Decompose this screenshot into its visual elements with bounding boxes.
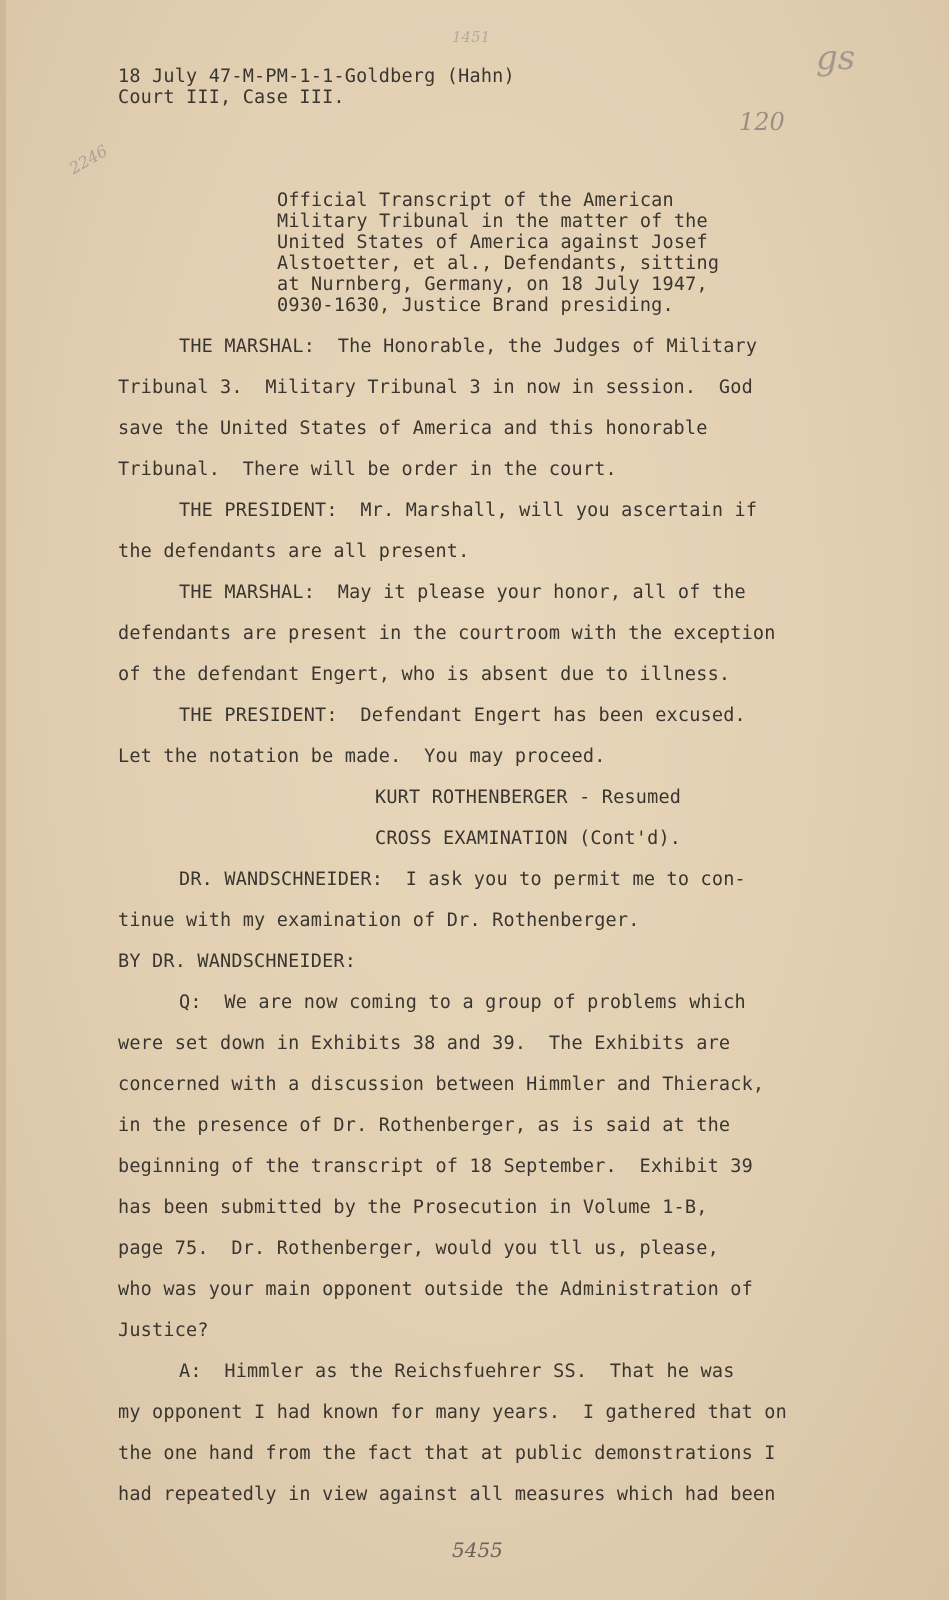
page-number: 5455 bbox=[452, 1538, 503, 1562]
body-line: Q: We are now coming to a group of problems which bbox=[179, 992, 746, 1013]
body-line: of the defendant Engert, who is absent due to illness. bbox=[118, 664, 731, 685]
body-line: who was your main opponent outside the Administration of bbox=[118, 1279, 753, 1300]
body-line: tinue with my examination of Dr. Rothenberger. bbox=[118, 910, 640, 931]
body-line: page 75. Dr. Rothenberger, would you tll us, please, bbox=[118, 1238, 719, 1259]
body-line: THE PRESIDENT: Mr. Marshall, will you ascertain if bbox=[179, 500, 758, 521]
body-line: defendants are present in the courtroom with the exception bbox=[118, 623, 776, 644]
body-line: THE MARSHAL: May it please your honor, all of the bbox=[179, 582, 746, 603]
caption-line: Alstoetter, et al., Defendants, sitting bbox=[277, 253, 720, 274]
body-line: in the presence of Dr. Rothenberger, as is said at the bbox=[118, 1115, 731, 1136]
body-line: A: Himmler as the Reichsfuehrer SS. That he was bbox=[179, 1361, 735, 1382]
body-line: were set down in Exhibits 38 and 39. The Exhibits are bbox=[118, 1033, 731, 1054]
annotation-top-right: gs bbox=[816, 38, 856, 78]
body-line: save the United States of America and this honorable bbox=[118, 418, 708, 439]
annotation-left-margin: 2246 bbox=[65, 141, 111, 178]
body-line: had repeatedly in view against all measures which had been bbox=[118, 1484, 776, 1505]
body-line: THE PRESIDENT: Defendant Engert has been excused. bbox=[179, 705, 746, 726]
caption-line: United States of America against Josef bbox=[277, 232, 708, 253]
annotation-right-number: 120 bbox=[739, 108, 785, 136]
header-line-1: 18 July 47-M-PM-1-1-Goldberg (Hahn) bbox=[118, 66, 515, 87]
body-line: the defendants are all present. bbox=[118, 541, 470, 562]
body-line: Tribunal 3. Military Tribunal 3 in now in session. God bbox=[118, 377, 753, 398]
body-line: has been submitted by the Prosecution in Volume 1-B, bbox=[118, 1197, 708, 1218]
annotation-top-center: 1451 bbox=[452, 28, 491, 46]
examination-heading: CROSS EXAMINATION (Cont'd). bbox=[375, 828, 682, 849]
body-line: beginning of the transcript of 18 September. Exhibit 39 bbox=[118, 1156, 753, 1177]
caption-line: 0930-1630, Justice Brand presiding. bbox=[277, 295, 674, 316]
examiner-heading: BY DR. WANDSCHNEIDER: bbox=[118, 951, 357, 972]
caption-line: at Nurnberg, Germany, on 18 July 1947, bbox=[277, 274, 708, 295]
body-line: Tribunal. There will be order in the court. bbox=[118, 459, 617, 480]
witness-name: KURT ROTHENBERGER - Resumed bbox=[375, 787, 682, 808]
header-line-2: Court III, Case III. bbox=[118, 87, 345, 108]
body-line: my opponent I had known for many years. I gathered that on bbox=[118, 1402, 787, 1423]
body-line: the one hand from the fact that at public demonstrations I bbox=[118, 1443, 776, 1464]
caption-line: Military Tribunal in the matter of the bbox=[277, 211, 708, 232]
body-line: concerned with a discussion between Himmler and Thierack, bbox=[118, 1074, 765, 1095]
caption-line: Official Transcript of the American bbox=[277, 190, 674, 211]
body-line: Justice? bbox=[118, 1320, 209, 1341]
body-line: Let the notation be made. You may proceed. bbox=[118, 746, 606, 767]
body-line: THE MARSHAL: The Honorable, the Judges of Military bbox=[179, 336, 758, 357]
body-line: DR. WANDSCHNEIDER: I ask you to permit me to con- bbox=[179, 869, 746, 890]
